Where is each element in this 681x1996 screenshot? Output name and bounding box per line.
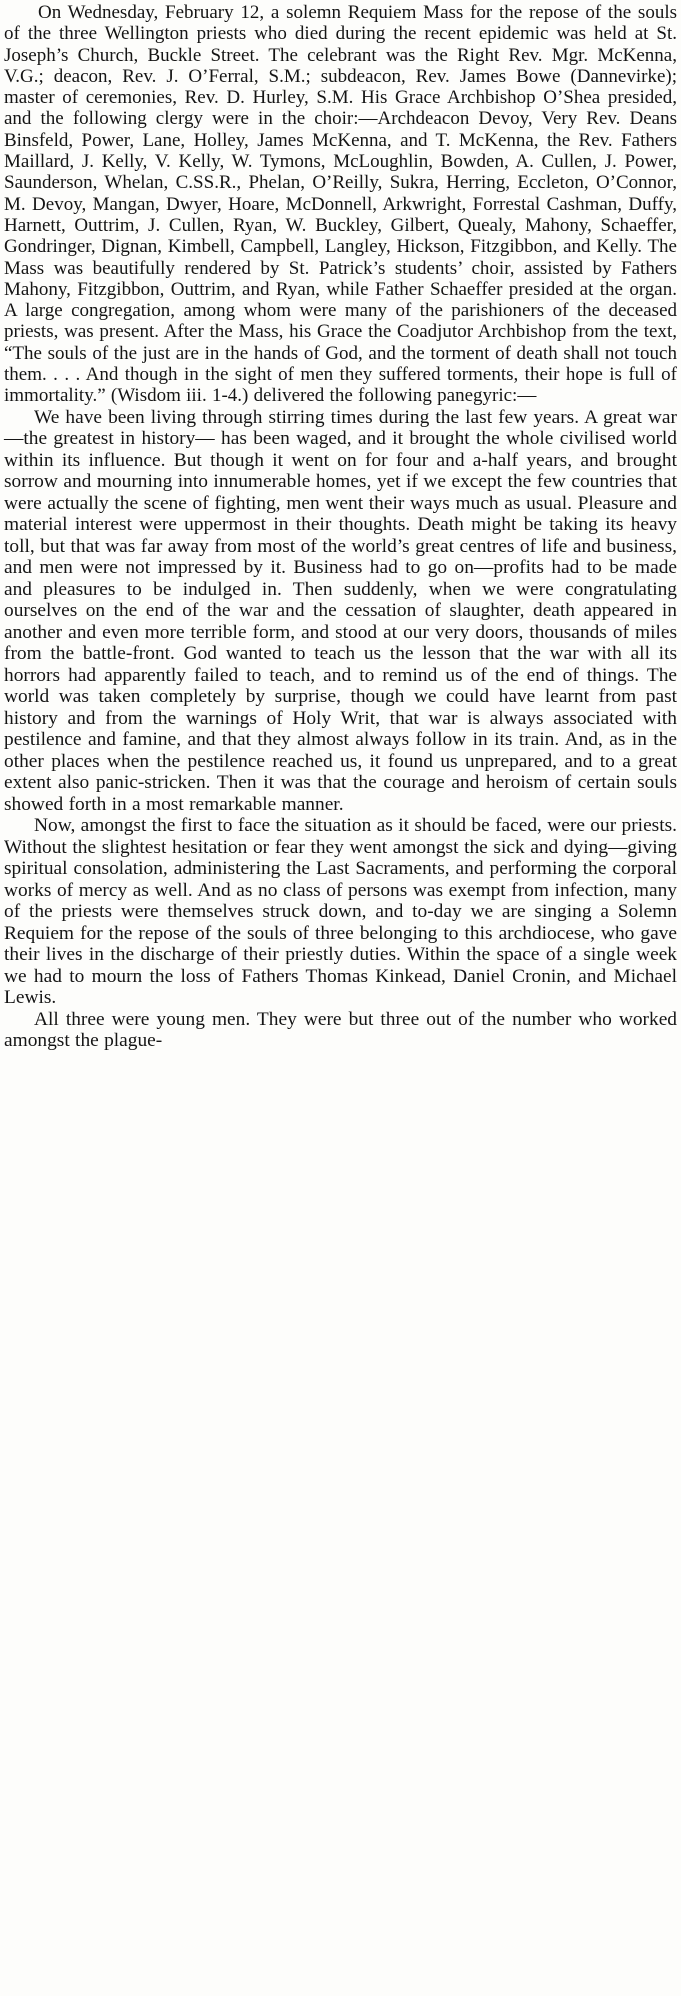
- article-paragraph-requiem-mass: On Wednesday, February 12, a solemn Requiem Mass for the repose of the souls of the three Wellington priests who died during the recent epidemic was held at St. Joseph’s Church, Buckle Street. The celebrant was the Right Rev. Mgr. McKenna, V.G.; deacon, Rev. J. O’Ferral, S.M.; subdeacon, Rev. James Bowe (Dannevirke); master of ceremonies, Rev. D. Hurley, S.M. His Grace Archbishop O’Shea presided, and the following clergy were in the choir:—Archdeacon Devoy, Very Rev. Deans Binsfeld, Power, Lane, Holley, James McKenna, and T. McKenna, the Rev. Fathers Maillard, J. Kelly, V. Kelly, W. Tymons, McLoughlin, Bowden, A. Cullen, J. Power, Saunderson, Whelan, C.SS.R., Phelan, O’Reilly, Sukra, Herring, Eccleton, O’Connor, M. Devoy, Mangan, Dwyer, Hoare, McDonnell, Arkwright, Forrestal Cashman, Duffy, Harnett, Outtrim, J. Cullen, Ryan, W. Buckley, Gilbert, Quealy, Mahony, Schaeffer, Gondringer, Dignan, Kimbell, Campbell, Langley, Hickson, Fitzgibbon, and Kelly. The Mass was beautifully rendered by St. Patrick’s students’ choir, assisted by Fathers Mahony, Fitzgibbon, Outtrim, and Ryan, while Father Schaeffer presided at the organ. A large congregation, among whom were many of the parishioners of the deceased priests, was present. After the Mass, his Grace the Coadjutor Archbishop from the text, “The souls of the just are in the hands of God, and the torment of death shall not touch them. . . . And though in the sight of men they suffered torments, their hope is full of immortality.” (Wisdom iii. 1-4.) delivered the following panegyric:—: [4, 2, 677, 407]
- article-paragraph-war-and-pestilence: We have been living through stirring times during the last few years. A great war—the greatest in history— has been waged, and it brought the whole civilised world within its influence. But though it went on for four and a-half years, and brought sorrow and mourning into innumerable homes, yet if we except the few countries that were actually the scene of fighting, men went their ways much as usual. Pleasure and material interest were uppermost in their thoughts. Death might be taking its heavy toll, but that was far away from most of the world’s great centres of life and business, and men were not impressed by it. Business had to go on—profits had to be made and pleasures to be indulged in. Then suddenly, when we were congratulating ourselves on the end of the war and the cessation of slaughter, death appeared in another and even more terrible form, and stood at our very doors, thousands of miles from the battle-front. God wanted to teach us the lesson that the war with all its horrors had apparently failed to teach, and to remind us of the end of things. The world was taken completely by surprise, though we could have learnt from past history and from the warnings of Holy Writ, that war is always associated with pestilence and famine, and that they almost always follow in its train. And, as in the other places when the pestilence reached us, it found us unprepared, and to a great extent also panic-stricken. Then it was that the courage and heroism of certain souls showed forth in a most remarkable manner.: [4, 406, 677, 815]
- article-paragraph-priests: Now, amongst the first to face the situation as it should be faced, were our priests. Without the slightest hesitation or fear they went amongst the sick and dying—giving spiritual consolation, administering the Last Sacraments, and performing the corporal works of mercy as well. And as no class of persons was exempt from infection, many of the priests were themselves struck down, and to-day we are singing a Solemn Requiem for the repose of the souls of three belonging to this archdiocese, who gave their lives in the discharge of their priestly duties. Within the space of a single week we had to mourn the loss of Fathers Thomas Kinkead, Daniel Cronin, and Michael Lewis.: [4, 815, 677, 1009]
- article-column: [4, 2, 677, 1052]
- article-paragraph-young-men: All three were young men. They were but three out of the number who worked amongst the plague-: [4, 1008, 677, 1052]
